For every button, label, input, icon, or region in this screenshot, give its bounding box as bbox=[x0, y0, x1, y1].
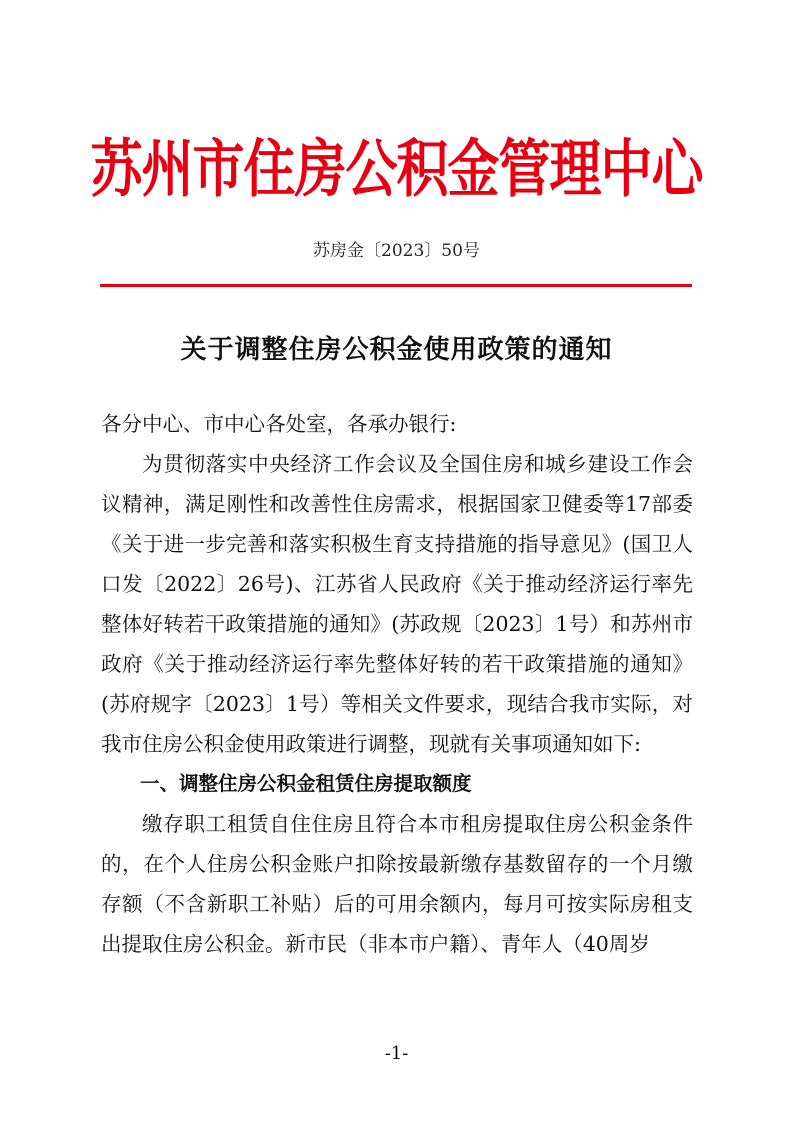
document-body bbox=[101, 404, 693, 964]
addressee-line: 各分中心、市中心各处室，各承办银行: bbox=[101, 412, 457, 436]
section-paragraph: 缴存职工租赁自住住房且符合本市租房提取住房公积金条件的，在个人住房公积金账户扣除按最新缴存基数留存的一个月缴存额（不含新职工补贴）后的可用余额内，每月可按实际房租支出提取住房公积金。新市民（非本市户籍）、青年人（40周岁 bbox=[101, 812, 693, 956]
document-title: 关于调整住房公积金使用政策的通知 bbox=[180, 335, 613, 365]
document-number: 苏房金〔2023〕50号 bbox=[313, 241, 480, 261]
page-number: -1- bbox=[384, 1043, 409, 1064]
intro-paragraph: 为贯彻落实中央经济工作会议及全国住房和城乡建设工作会议精神，满足刚性和改善性住房需求，根据国家卫健委等17部委《关于进一步完善和落实积极生育支持措施的指导意见》(国卫人口发〔2022〕26号)、江苏省人民政府《关于推动经济运行率先整体好转若干政策措施的通知》(苏政规〔2023〕1号）和苏州市政府《关于推动经济运行率先整体好转的若干政策措施的通知》(苏府规字〔2023〕1号）等相关文件要求，现结合我市实际，对我市住房公积金使用政策进行调整，现就有关事项通知如下: bbox=[101, 452, 693, 756]
section-heading: 一、调整住房公积金租赁住房提取额度 bbox=[140, 772, 472, 795]
red-divider-rule bbox=[100, 284, 692, 287]
agency-title: 苏州市住房公积金管理中心 bbox=[90, 134, 703, 206]
